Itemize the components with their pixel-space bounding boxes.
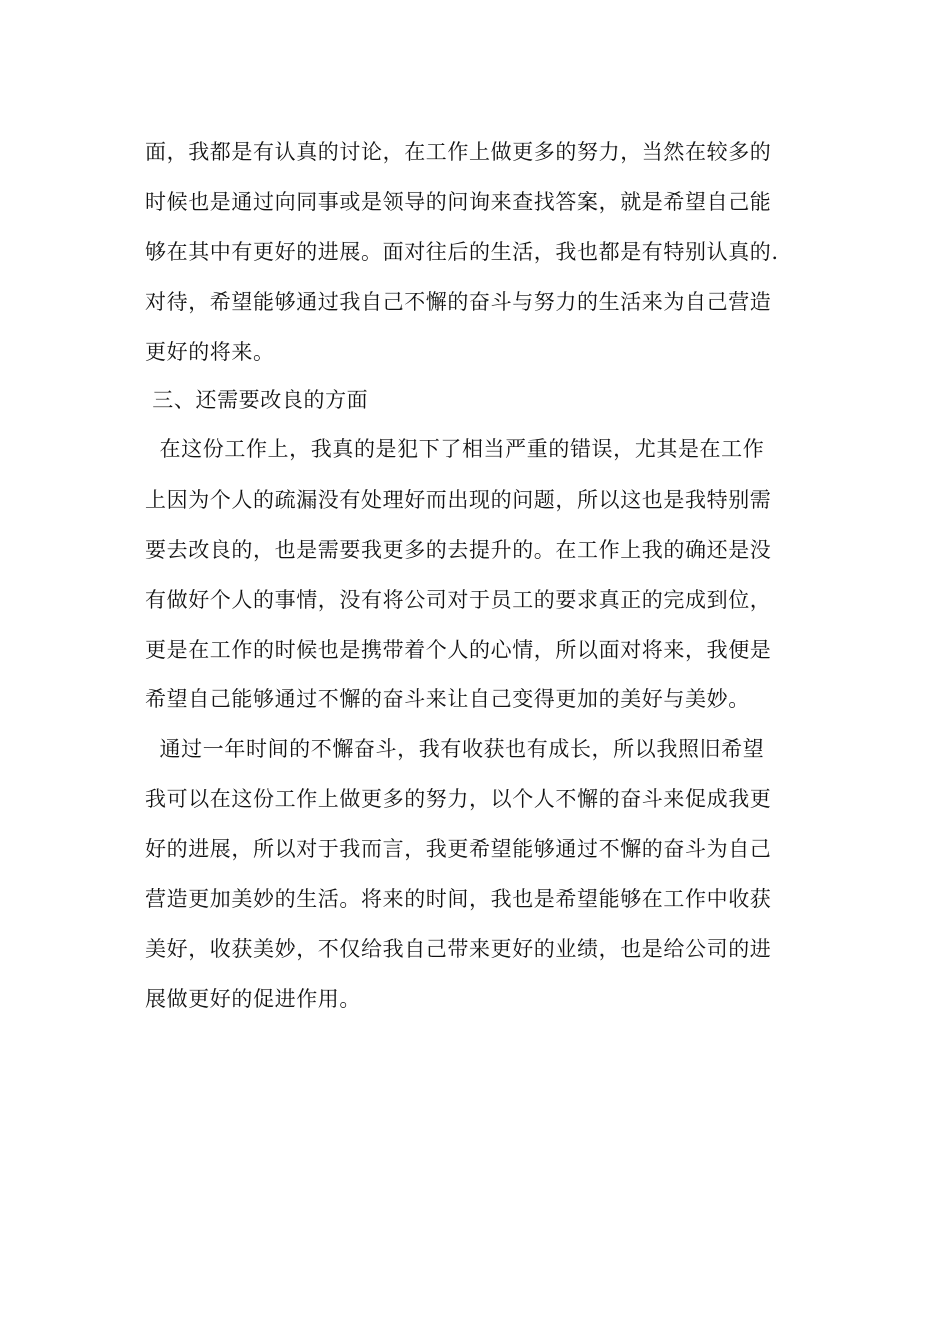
body-text-line: 要去改良的，也是需要我更多的去提升的。在工作上我的确还是没 bbox=[145, 538, 772, 562]
body-text-line: 美好，收获美妙，不仅给我自己带来更好的业绩，也是给公司的进 bbox=[145, 937, 772, 961]
body-text-line: 好的进展，所以对于我而言，我更希望能够通过不懈的奋斗为自己 bbox=[145, 837, 772, 861]
body-text-line: 我可以在这份工作上做更多的努力，以个人不懈的奋斗来促成我更 bbox=[145, 787, 772, 811]
body-text-line: 上因为个人的疏漏没有处理好而出现的问题，所以这也是我特别需 bbox=[145, 488, 772, 512]
body-text-line: 在这份工作上，我真的是犯下了相当严重的错误，尤其是在工作 bbox=[145, 437, 765, 461]
body-text-line: 时候也是通过向同事或是领导的问询来查找答案，就是希望自己能 bbox=[145, 190, 772, 214]
section-heading: 三、还需要改良的方面 bbox=[145, 388, 369, 412]
body-text-line: 希望自己能够通过不懈的奋斗来让自己变得更加的美好与美妙。 bbox=[145, 687, 750, 711]
body-text-line: 更是在工作的时候也是携带着个人的心情，所以面对将来，我便是 bbox=[145, 638, 772, 662]
body-text-line: 对待，希望能够通过我自己不懈的奋斗与努力的生活来为自己营造 bbox=[145, 290, 772, 314]
body-text-line: 够在其中有更好的进展。面对往后的生活，我也都是有特别认真的. bbox=[145, 240, 779, 264]
body-text-line: 通过一年时间的不懈奋斗，我有收获也有成长，所以我照旧希望 bbox=[145, 737, 765, 761]
body-text-line: 更好的将来。 bbox=[145, 340, 275, 364]
body-text-line: 有做好个人的事情，没有将公司对于员工的要求真正的完成到位， bbox=[145, 588, 772, 612]
body-text-line: 面，我都是有认真的讨论，在工作上做更多的努力，当然在较多的 bbox=[145, 140, 772, 164]
body-text-line: 展做更好的促进作用。 bbox=[145, 987, 361, 1011]
body-text-line: 营造更加美妙的生活。将来的时间，我也是希望能够在工作中收获 bbox=[145, 887, 772, 911]
